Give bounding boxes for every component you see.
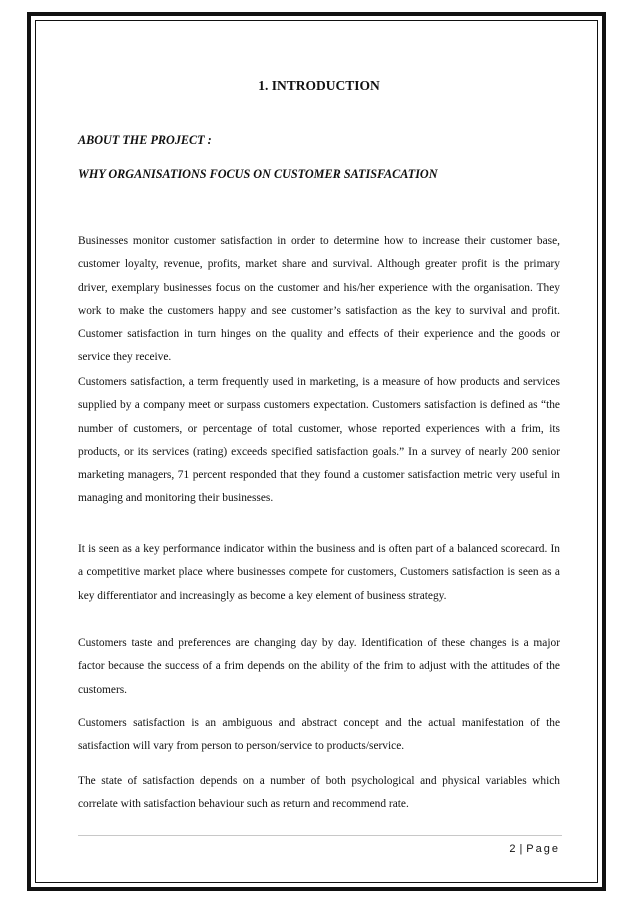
page-footer: [509, 843, 560, 855]
footer-separator: |: [519, 843, 523, 855]
chapter-title: 1. INTRODUCTION: [258, 78, 380, 93]
page-label: Page: [526, 843, 560, 855]
paragraph: Customers satisfaction, a term frequently used in marketing, is a measure of how products and services supplied by a company meet or surpass customers expectation. Customers satisfaction is defined as “the number of customers, or percentage of total customer, whose reported experiences with a frim, its products, or its services (rating) exceeds specified satisfaction goals.” In a survey of nearly 200 senior marketing managers, 71 percent responded that they found a customer satisfaction metric very useful in managing and monitoring their businesses.: [78, 376, 560, 505]
paragraph: The state of satisfaction depends on a number of both psychological and physical variables which correlate with satisfaction behaviour such as return and recommend rate.: [78, 775, 560, 811]
paragraph: Customers taste and preferences are changing day by day. Identification of these changes is a major factor because the success of a frim depends on the ability of the frim to adjust with the attitudes of the customers.: [78, 637, 560, 696]
footer-divider: [78, 835, 562, 836]
paragraph: Customers satisfaction is an ambiguous and abstract concept and the actual manifestation of the satisfaction will vary from person to person/service to products/service.: [78, 717, 560, 753]
paragraph: It is seen as a key performance indicator within the business and is often part of a balanced scorecard. In a competitive market place where businesses compete for customers, Customers satisfaction is seen as a key differentiator and increasingly as become a key element of business strategy.: [78, 543, 560, 602]
about-heading: ABOUT THE PROJECT :: [78, 133, 212, 147]
paragraph: Businesses monitor customer satisfaction in order to determine how to increase their customer base, customer loyalty, revenue, profits, market share and survival. Although greater profit is the primary driver, exemplary businesses focus on the customer and his/her experience with the organisation. They work to make the customers happy and see customer’s satisfaction as the key to survival and profit. Customer satisfaction in turn hinges on the quality and effects of their experience and the goods or service they receive.: [78, 235, 560, 364]
page-number: 2: [509, 843, 516, 855]
section-heading: WHY ORGANISATIONS FOCUS ON CUSTOMER SATISFACATION: [78, 167, 438, 181]
